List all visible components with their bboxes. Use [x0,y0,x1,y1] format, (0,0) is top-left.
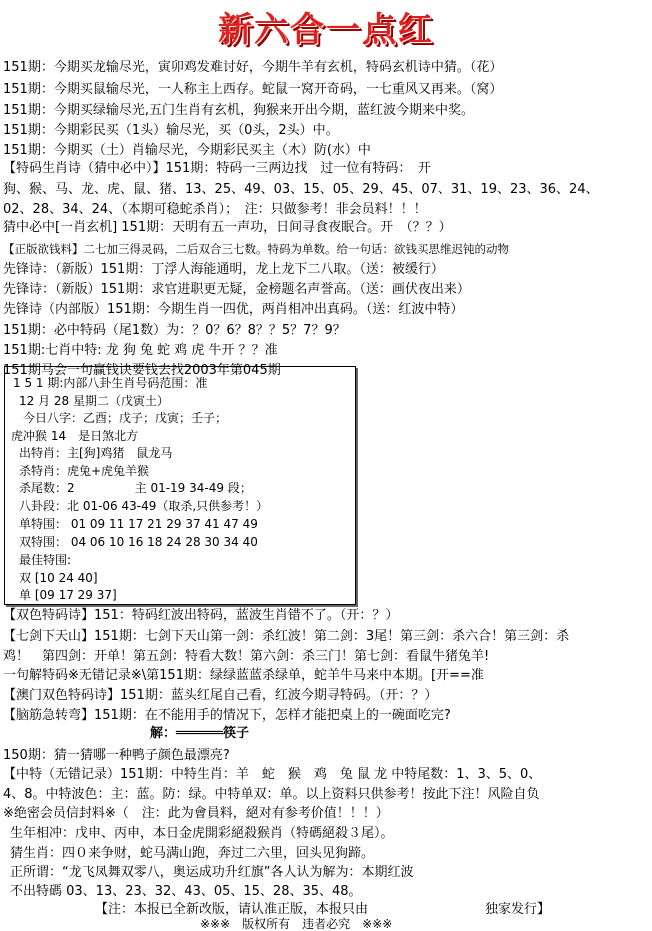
page-title: 新六合一点红 [218,10,434,50]
box-line: 12 月 28 星期二（戊寅土） [19,394,169,408]
text-line: 猜生肖：四０来争财，蛇马满山跑，奔过二六里，回头见狗蹄。 [10,846,375,861]
text-line: 猜中必中[一肖玄机] 151期：天明有五一声功，日间寻食夜眠合。开 （？？） [3,220,452,235]
bagua-info-box [4,366,356,605]
box-line: 单特围： 01 09 11 17 21 29 37 41 47 49 [19,517,258,531]
box-line: 1 5 1 期:内部八卦生肖号码范围：准 [13,376,208,390]
text-line: 151期：今期买（土）肖输尽光，今期彩民买主（木）防(水）中 [3,143,371,158]
text-line: 【注：本报已全新改版，请认准正版，本报只由 独家发行】 [95,902,551,917]
text-line: 151期：今期买龙输尽光，寅卯鸡发难讨好，今期牛羊有玄机，特码玄机诗中猜。（花） [3,60,503,75]
text-line: 151期：今期买绿输尽光,五门生肖有玄机，狗猴来开出今期，蓝红波今期来中奖。 [3,103,474,118]
text-line: 【双色特码诗】151：特码红波出特码，蓝波生肖错不了。（开：？） [3,608,399,623]
text-line: 【特码生肖诗（猜中必中）】151期：特码一三两边找 过一位有特码： 开 [3,161,431,176]
text-line: 先锋诗：（新版）151期：求官进职更无疑，金榜题名声誉高。（送：画伏夜出来） [3,282,470,297]
text-line: 151期马会一句赢钱诀要钱去找2003年第045期 [3,363,281,378]
text-line: 4、8。中特波色：主：蓝。防：绿。中特单双：单。以上资料只供参考！按此下注！风险自负 [3,787,540,802]
text-line: 151期：必中特码（尾1数）为：？0？6？8？？5？7？9？ [3,323,346,338]
text-line: 151期：今期彩民买（1头）输尽光，买（0头，2头）中。 [3,123,339,138]
text-line: 【中特（无错记录）151期：中特生肖：羊 蛇 猴 鸡 兔 鼠 龙 中特尾数：1、3、5、0、 [3,767,542,782]
text-line: 不出特碼 03、13、23、32、43、05、15、28、35、48。 [10,884,362,899]
text-line: 150期：猜一猜哪一种鸭子颜色最漂亮? [3,748,230,763]
text-line: 【脑筋急转弯】151期：在不能用手的情况下，怎样才能把桌上的一碗面吃完? [3,708,451,723]
box-line: 双特围： 04 06 10 16 18 24 28 30 34 40 [19,535,258,549]
text-line: 鸡！ 第四剑：开单！第五剑：特看大数！第六剑：杀三门！第七剑：看鼠牛猪兔羊! [3,649,490,664]
text-line: 解：══════筷子 [150,726,249,741]
box-line: 最佳特围: [19,553,72,567]
text-line: 【七剑下天山】151期：七剑下天山第一剑：杀红波！第二剑：3尾！第三剑：杀六合！第三剑：杀 [3,629,570,644]
box-line: 单 [09 17 29 37] [19,588,117,602]
text-line: 02、28、34、24、（本期可稳蛇杀肖）； 注：只做参考！非会员料！！！ [3,202,427,217]
text-line: 一句解特码※无错记录※\第151期：绿绿蓝蓝杀绿单，蛇羊牛马来中本期。[开==准 [3,668,484,683]
text-line: 151期：今期买鼠输尽光，一人称主上西存。蛇鼠一窝开奇码，一七重风又再来。（窝） [3,82,503,97]
text-line: 【正版欲钱料】二七加三得灵码，二后双合三七数。特码为单数。给一句话：欲钱买思维迟钝的动物 [3,242,509,256]
box-line: 双 [10 24 40] [19,571,98,585]
text-line: 【澳门双色特码诗】151期：蓝头红尾自己看，红波今期寻特码。（开：？） [3,688,438,703]
text-line: 正所谓：“龙飞凤舞双零八，奥运成功升红旗”各人认为解为：本期红波 [10,865,414,880]
text-line: 先锋诗（内部版）151期：今期生肖一四优，两肖相冲出真码。（送：红波中特） [3,302,464,317]
box-line: 今日八字：乙酉；戊子；戊寅；壬子； [23,411,228,425]
text-line: 生年相冲：戊申、丙申，本日金虎開彩絕殺猴肖（特碼絕殺３尾）。 [10,826,394,841]
text-line: 狗、猴、马、龙、虎、鼠、猪、13、25、49、03、15、05、29、45、07、31、19、23、36、24、 [3,182,599,197]
text-line: 先锋诗：（新版）151期：丁浮人海能通明，龙上龙下二八取。（送：被缓行） [3,262,444,277]
box-line: 出特肖：主[狗]鸡猪 鼠龙马 [19,446,173,460]
text-line: ※绝密会员信封料※（ 注：此为會員料，絕对有参考价值！！！） [3,806,389,821]
box-line: 杀尾数：2 主 01-19 34-49 段； [19,481,252,495]
box-line: 杀特肖：虎兔+虎兔羊猴 [19,464,150,478]
box-line: 八卦段：北 01-06 43-49（取杀,只供参考！） [19,499,269,513]
text-line: ※※※ 版权所有 违者必究 ※※※ [200,917,393,931]
text-line: 151期:七肖中特: 龙 狗 兔 蛇 鸡 虎 牛开 ？？准 [3,343,278,358]
box-line: 虎冲猴 14 是日煞北方 [11,429,139,443]
